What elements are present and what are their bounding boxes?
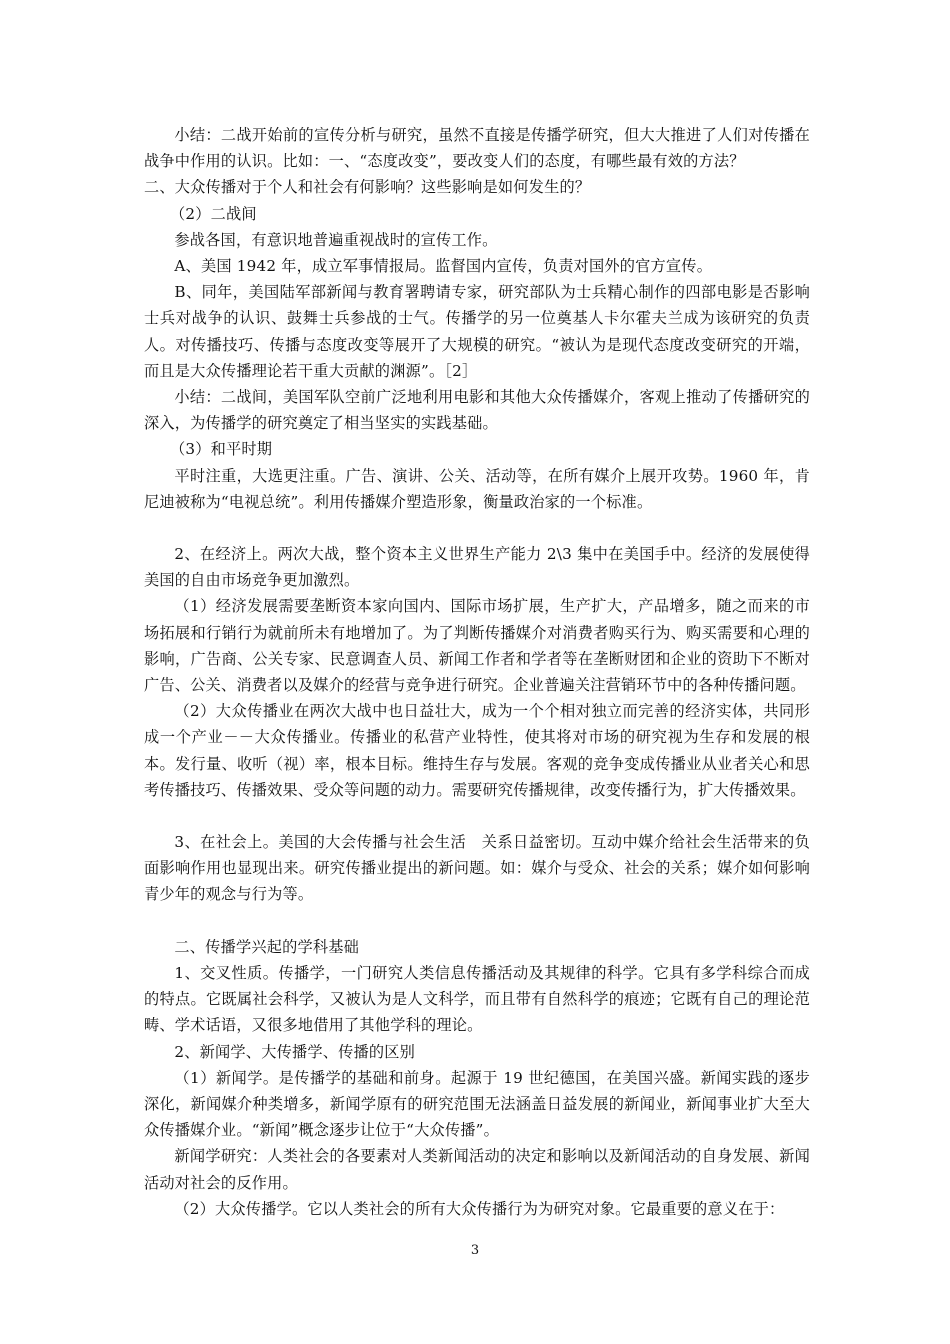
paragraph-wartime-intro: 参战各国，有意识地普遍重视战时的宣传工作。 [174, 230, 498, 249]
paragraph-economy-point-2: （2）大众传播业在两次大战中也日益壮大，成为一个个相对独立而完善的经济实体，共同形成一个产业－－大众传播业。传播业的私营产业特性，使其将对市场的研究视为生存和发展的根本。发行量、收听（视）率，根本目标。维持生存与发展。客观的竞争变成传播业从业者关心和思考传播技巧、传播效果、受众等问题的动力。需要研究传播规律，改变传播行为，扩大传播效果。 [144, 702, 810, 799]
paragraph-economy: 2、在经济上。两次大战，整个资本主义世界生产能力 2\3 集中在美国手中。经济的发展使得美国的自由市场竞争更加激烈。 [144, 545, 810, 590]
paragraph-mass-communication: （2）大众传播学。它以人类社会的所有大众传播行为为研究对象。它最重要的意义在于： [174, 1199, 785, 1218]
subheading-peacetime: （3）和平时期 [170, 440, 273, 459]
paragraph-interdisciplinary: 1、交叉性质。传播学，一门研究人类信息传播活动及其规律的科学。它具有多学科综合而成的特点。它既属社会科学，又被认为是人文科学，而且带有自然科学的痕迹；它既有自己的理论范畴、学术话语，又很多地借用了其他学科的理论。 [144, 963, 810, 1035]
paragraph-summary-prewar: 小结：二战开始前的宣传分析与研究，虽然不直接是传播学研究，但大大推进了人们对传播在战争中作用的认识。比如：一、“态度改变”，要改变人们的态度，有哪些最有效的方法？ [144, 126, 810, 171]
section-heading-discipline: 二、传播学兴起的学科基础 [174, 937, 360, 956]
page-number: 3 [470, 1243, 480, 1258]
paragraph-distinctions-heading: 2、新闻学、大传播学、传播的区别 [174, 1042, 416, 1061]
paragraph-gap [144, 908, 810, 934]
paragraph-point-b: B、同年，美国陆军部新闻与教育署聘请专家，研究部队为士兵精心制作的四部电影是否影响士兵对战争的认识、鼓舞士兵参战的士气。传播学的另一位奠基人卡尔霍夫兰成为该研究的负责人。对传播技巧、传播与态度改变等展开了大规模的研究。“被认为是现代态度改变研究的开端，而且是大众传播理论若干重大贡献的渊源”。［2］ [144, 283, 810, 380]
paragraph-economy-point-1: （1）经济发展需要垄断资本家向国内、国际市场扩展，生产扩大，产品增多，随之而来的市场拓展和行销行为就前所未有地增加了。为了判断传播媒介对消费者购买行为、购买需要和心理的影响，广告商、公关专家、民意调查人员、新闻工作者和学者等在垄断财团和企业的资助下不断对广告、公关、消费者以及媒介的经营与竞争进行研究。企业普遍关注营销环节中的各种传播问题。 [144, 597, 810, 695]
paragraph-point-a: A、美国 1942 年，成立军事情报局。监督国内宣传，负责对国外的官方宣传。 [174, 257, 713, 276]
paragraph-society: 3、在社会上。美国的大会传播与社会生活 关系日益密切。互动中媒介给社会生活带来的负面影响作用也显现出来。研究传播业提出的新问题。如：媒介与受众、社会的关系；媒介如何影响青少年的观念与行为等。 [144, 833, 810, 904]
paragraph-journalism-research: 新闻学研究：人类社会的各要素对人类新闻活动的决定和影响以及新闻活动的自身发展、新闻活动对社会的反作用。 [144, 1147, 810, 1192]
paragraph-peacetime: 平时注重，大选更注重。广告、演讲、公关、活动等，在所有媒介上展开攻势。1960 年，肯尼迪被称为“电视总统”。利用传播媒介塑造形象，衡量政治家的一个标准。 [144, 466, 810, 511]
paragraph-journalism: （1）新闻学。是传播学的基础和前身。起源于 19 世纪德国，在美国兴盛。新闻实践的逐步深化，新闻媒介种类增多，新闻学原有的研究范围无法涵盖日益发展的新闻业，新闻事业扩大至大众传播媒介业。“新闻”概念逐步让位于“大众传播”。 [144, 1068, 810, 1140]
paragraph-summary-wartime: 小结：二战间，美国军队空前广泛地利用电影和其他大众传播媒介，客观上推动了传播研究的深入，为传播学的研究奠定了相当坚实的实践基础。 [144, 388, 810, 433]
paragraph-gap [144, 803, 810, 829]
paragraph-gap [144, 515, 810, 541]
subheading-wartime: （2）二战间 [170, 204, 257, 223]
paragraph-question-two: 二、大众传播对于个人和社会有何影响？这些影响是如何发生的？ [144, 178, 591, 197]
document-body [144, 122, 810, 1222]
